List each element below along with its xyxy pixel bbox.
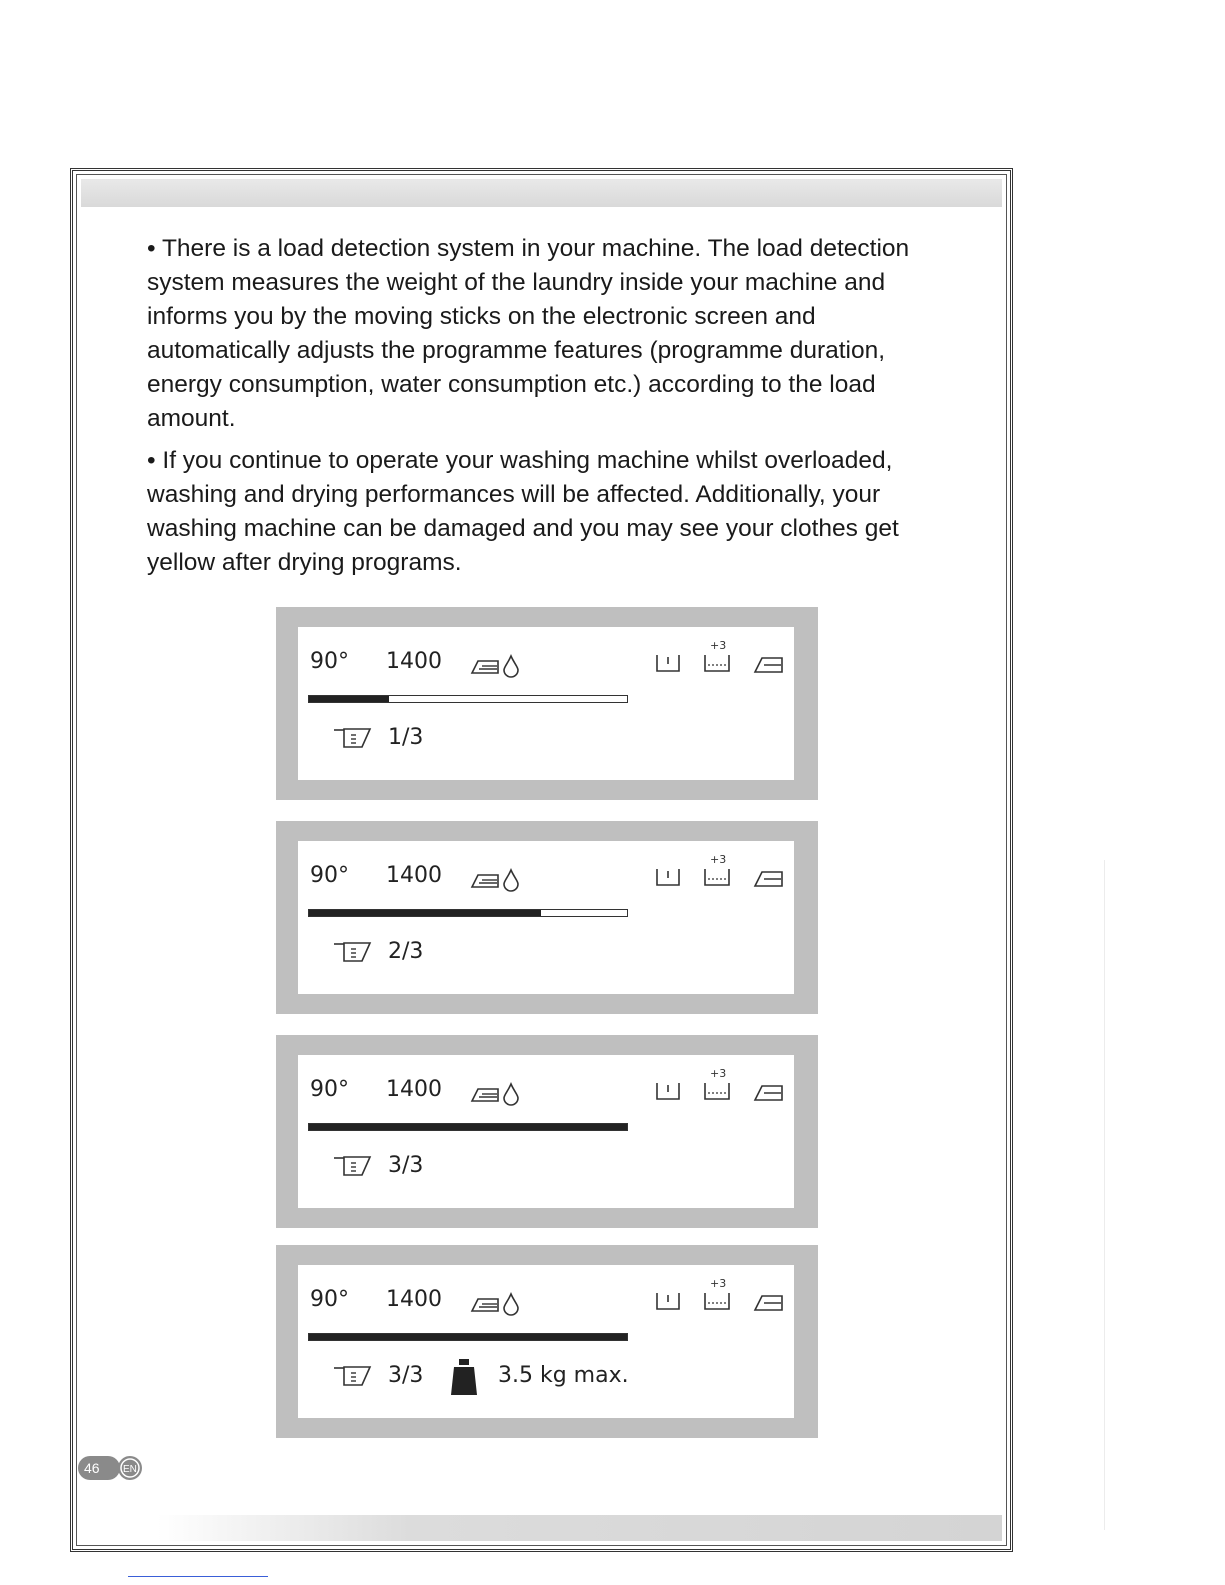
spin-speed-value: 1400 (386, 1077, 442, 1102)
display-screen (298, 1265, 794, 1418)
detergent-drawer-icon (332, 939, 376, 965)
temperature-value: 90° (310, 649, 349, 674)
water-drop-icon (504, 870, 518, 891)
bottom-link-rule (128, 1576, 268, 1577)
display-screen (298, 1055, 794, 1208)
extra-rinse-count: +3 (710, 1067, 727, 1080)
extra-rinse-icon (701, 639, 733, 675)
load-bar-fill (309, 696, 389, 702)
footer-band (157, 1515, 1002, 1541)
display-panel (276, 1245, 818, 1438)
header-band (81, 179, 1002, 207)
load-bar (308, 1333, 628, 1341)
display-panel (276, 607, 818, 800)
iron-dry-icon (468, 863, 528, 893)
extra-rinse-count: +3 (710, 639, 727, 652)
extra-rinse-count: +3 (710, 853, 727, 866)
water-drop-icon (504, 1294, 518, 1315)
detergent-drawer-icon (332, 1363, 376, 1389)
weight-icon (449, 1357, 479, 1397)
paragraph-overload-warning: • If you continue to operate your washing machine whilst overloaded, washing and drying performances will be affected. Additionally, your washing machine can be damaged and you may see your clothes get yellow after drying programs. (147, 447, 899, 576)
iron-icon (752, 1288, 786, 1314)
iron-icon (752, 650, 786, 676)
load-bar (308, 1123, 628, 1131)
body-text (147, 232, 947, 588)
page-badge (78, 1455, 148, 1486)
page-badge-graphic (78, 1455, 148, 1481)
max-load-text: 3.5 kg max. (498, 1363, 629, 1388)
iron-icon (752, 864, 786, 890)
language-code: EN (123, 1464, 137, 1475)
load-bar (308, 695, 628, 703)
display-screen (298, 841, 794, 994)
water-drop-icon (504, 656, 518, 677)
temperature-value: 90° (310, 1077, 349, 1102)
spin-speed-value: 1400 (386, 863, 442, 888)
detergent-drawer-icon (332, 1153, 376, 1179)
extra-rinse-icon (701, 1277, 733, 1313)
iron-dry-icon (468, 1077, 528, 1107)
display-panel (276, 1035, 818, 1228)
paragraph-load-detection: • There is a load detection system in your machine. The load detection system measures the weight of the laundry inside your machine and informs you by the moving sticks on the electronic screen and automatically adjusts the programme features (programme duration, energy consumption, water consumption etc.) according to the load amount. (147, 235, 910, 432)
detergent-drawer-icon (332, 725, 376, 751)
iron-dry-icon (468, 649, 528, 679)
load-bar-fill (309, 1334, 627, 1340)
spin-speed-value: 1400 (386, 649, 442, 674)
prewash-icon (654, 865, 682, 889)
iron-dry-icon (468, 1287, 528, 1317)
temperature-value: 90° (310, 1287, 349, 1312)
spin-speed-value: 1400 (386, 1287, 442, 1312)
load-level-value: 3/3 (388, 1153, 424, 1178)
temperature-value: 90° (310, 863, 349, 888)
prewash-icon (654, 1079, 682, 1103)
scan-edge-line (1104, 860, 1105, 1530)
load-level-value: 2/3 (388, 939, 424, 964)
display-panel (276, 821, 818, 1014)
water-drop-icon (504, 1084, 518, 1105)
load-bar (308, 909, 628, 917)
load-bar-fill (309, 910, 541, 916)
prewash-icon (654, 1289, 682, 1313)
extra-rinse-icon (701, 853, 733, 889)
extra-rinse-count: +3 (710, 1277, 727, 1290)
load-level-value: 3/3 (388, 1363, 424, 1388)
iron-icon (752, 1078, 786, 1104)
extra-rinse-icon (701, 1067, 733, 1103)
load-bar-fill (309, 1124, 627, 1130)
display-screen (298, 627, 794, 780)
load-level-value: 1/3 (388, 725, 424, 750)
prewash-icon (654, 651, 682, 675)
page-number: 46 (84, 1460, 100, 1476)
